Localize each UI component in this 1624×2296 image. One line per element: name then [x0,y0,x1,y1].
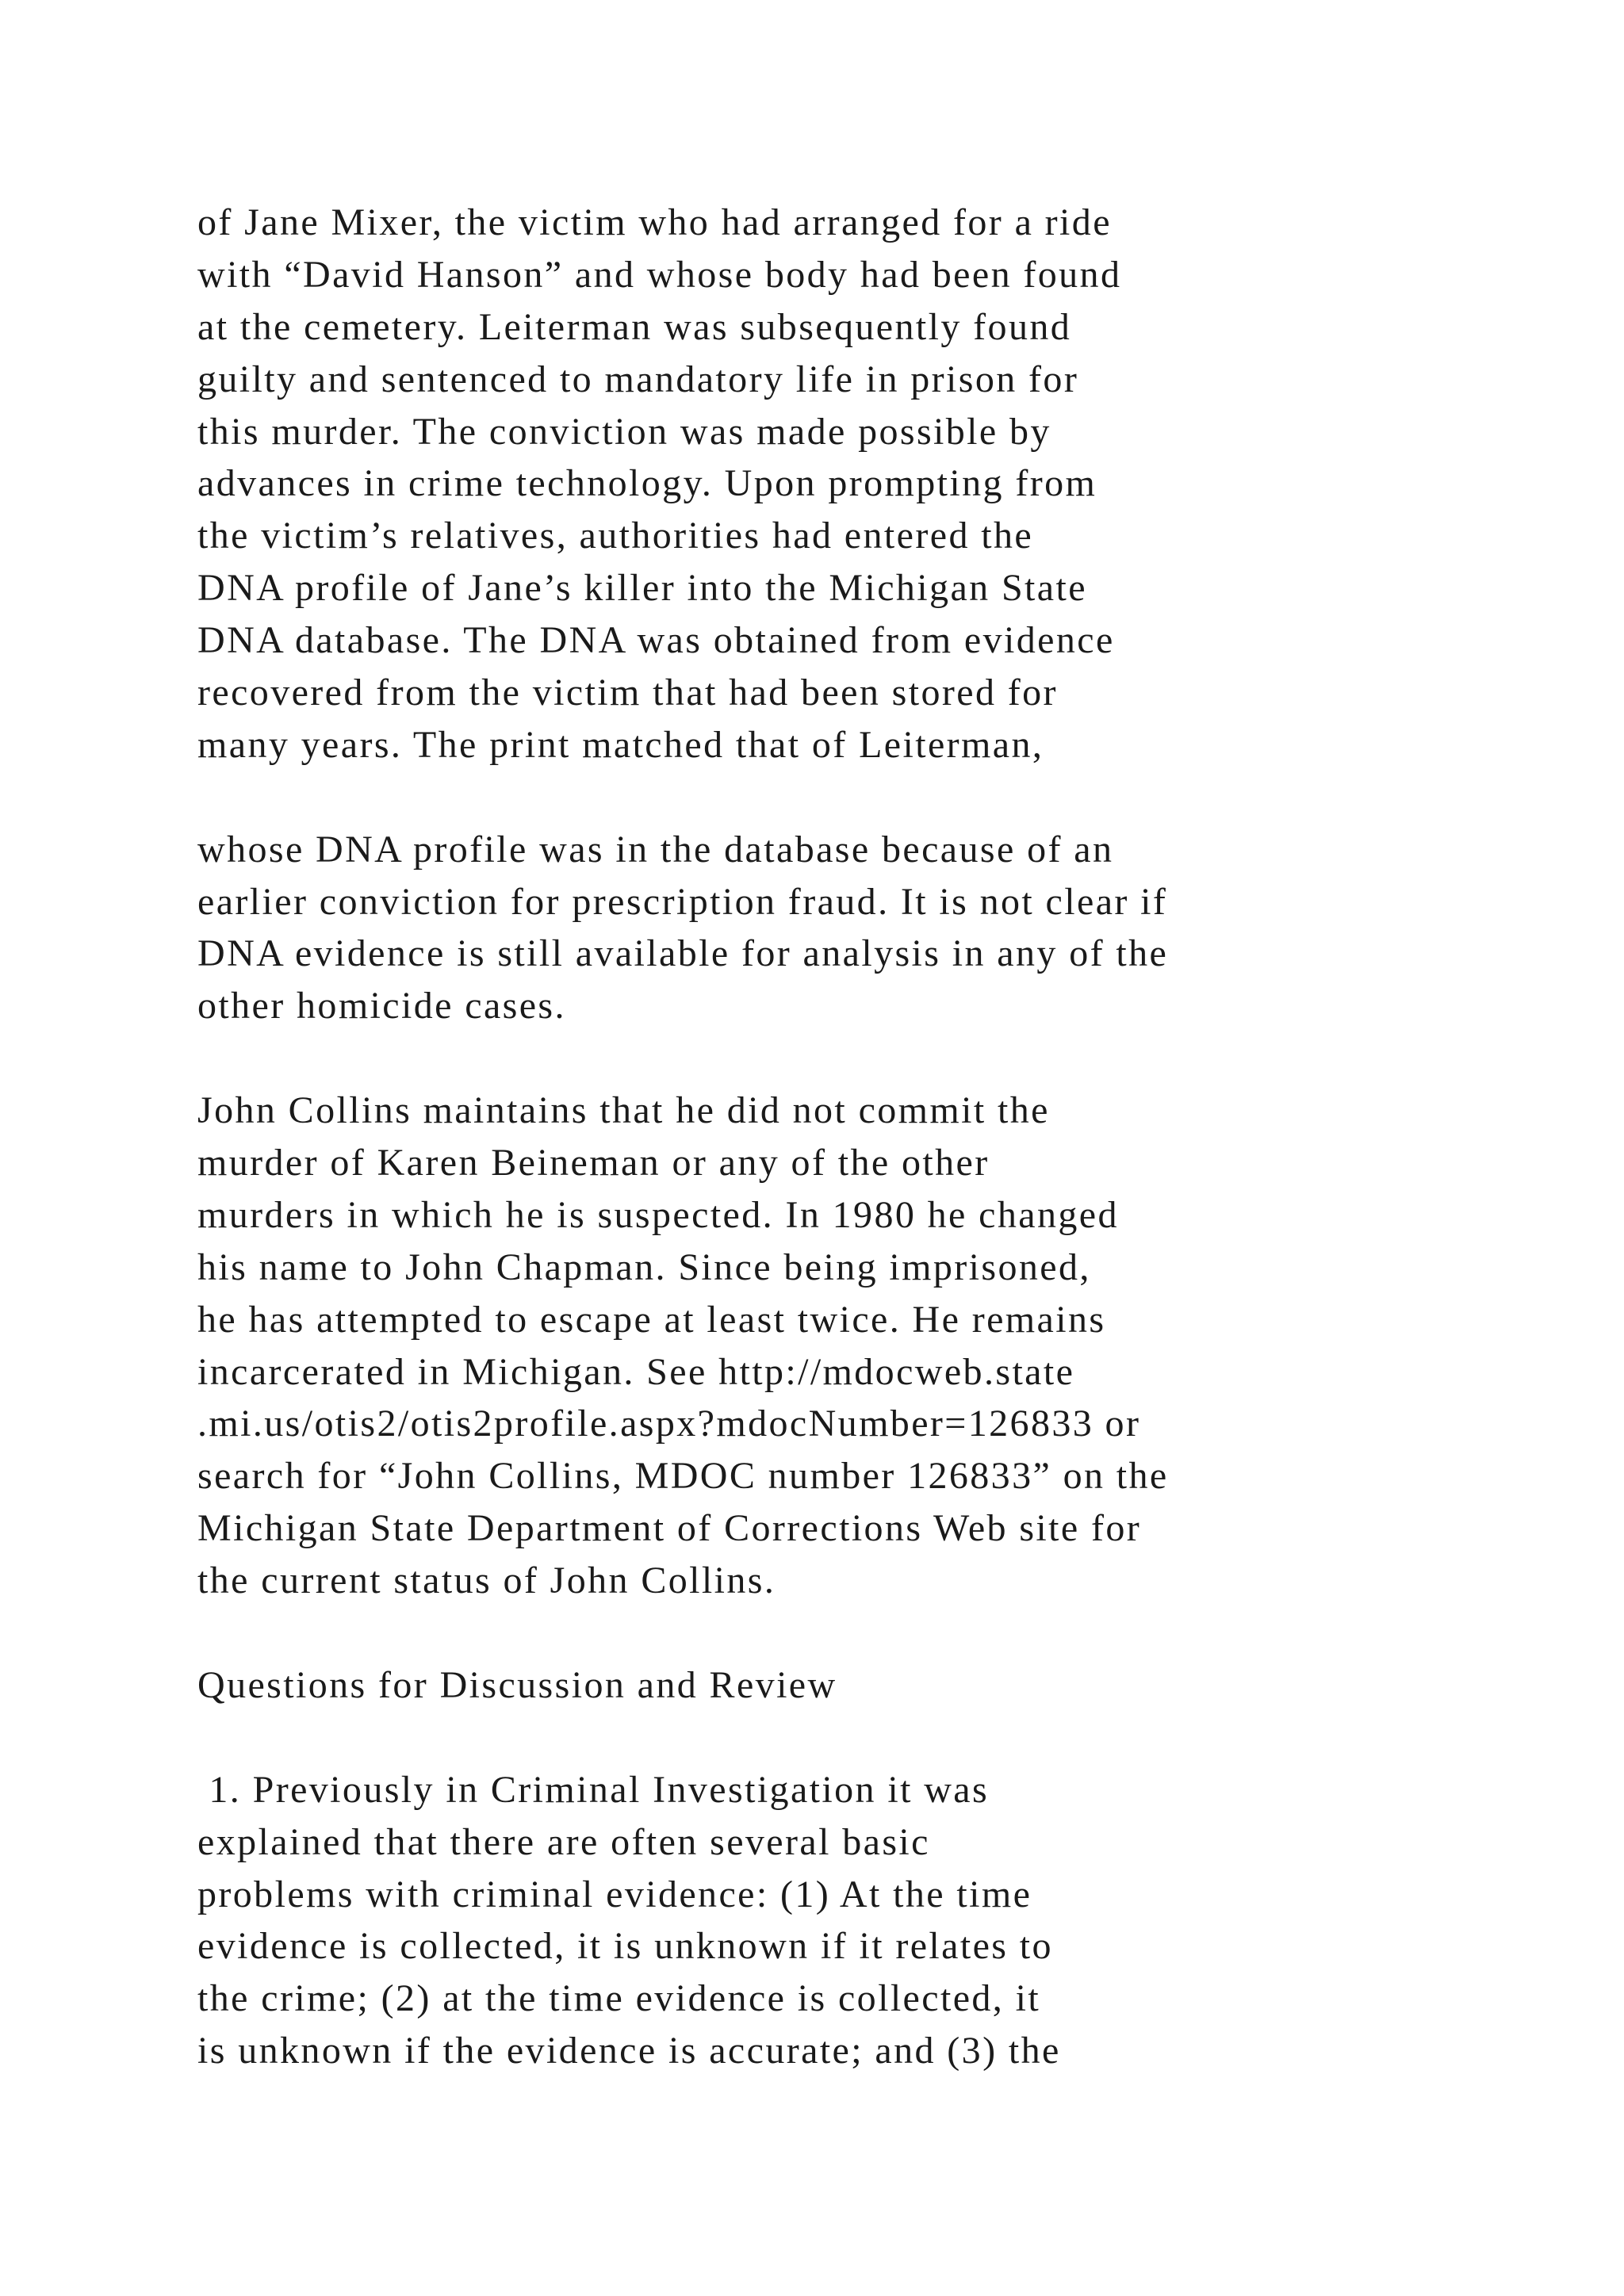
text-line: John Collins maintains that he did not commit the [197,1089,1050,1132]
section-heading-questions [197,1659,1593,1712]
text-line: with “David Hanson” and whose body had been found [197,253,1122,296]
paragraph-gap [197,771,1593,824]
document-body [197,197,1593,2077]
text-line: DNA profile of Jane’s killer into the Michigan State [197,567,1087,610]
paragraph-gap [197,1607,1593,1659]
paragraph-leiterman-conviction [197,197,1593,771]
text-line: the victim’s relatives, authorities had entered the [197,515,1034,557]
text-line: murder of Karen Beineman or any of the other [197,1142,990,1184]
text-line: 1. Previously in Criminal Investigation it was [197,1768,990,1811]
paragraph-dna-profile [197,824,1593,1033]
text-line: at the cemetery. Leiterman was subsequently found [197,305,1072,348]
text-line: he has attempted to escape at least twice. He remains [197,1298,1106,1341]
paragraph-gap [197,1032,1593,1085]
text-line: incarcerated in Michigan. See http://mdocweb.state [197,1350,1075,1393]
text-line: the crime; (2) at the time evidence is collected, it [197,1977,1041,2020]
text-line: .mi.us/otis2/otis2profile.aspx?mdocNumber=126833 or [197,1402,1141,1445]
text-line: Michigan State Department of Corrections Web site for [197,1507,1142,1550]
text-line: his name to John Chapman. Since being imprisoned, [197,1246,1091,1288]
text-line: problems with criminal evidence: (1) At the time [197,1873,1032,1915]
text-line: evidence is collected, it is unknown if it relates to [197,1925,1053,1968]
text-line: is unknown if the evidence is accurate; and (3) the [197,2030,1061,2072]
text-line: recovered from the victim that had been stored for [197,672,1058,714]
text-line: whose DNA profile was in the database because of an [197,828,1114,871]
text-line: earlier conviction for prescription fraud. It is not clear if [197,880,1168,923]
text-line: the current status of John Collins. [197,1559,776,1602]
text-line: advances in crime technology. Upon prompting from [197,462,1097,505]
paragraph-question-1 [197,1764,1593,2077]
paragraph-john-collins [197,1085,1593,1607]
text-line: this murder. The conviction was made possible by [197,410,1051,453]
text-line: search for “John Collins, MDOC number 126833” on the [197,1455,1169,1498]
section-heading: Questions for Discussion and Review [197,1663,837,1706]
text-line: explained that there are often several basic [197,1820,930,1863]
text-line: other homicide cases. [197,985,566,1027]
text-line: many years. The print matched that of Leiterman, [197,723,1044,766]
text-line: DNA database. The DNA was obtained from evidence [197,619,1115,662]
text-line: of Jane Mixer, the victim who had arranged for a ride [197,201,1112,243]
text-line: murders in which he is suspected. In 1980 he changed [197,1193,1119,1236]
paragraph-gap [197,1712,1593,1764]
text-line: DNA evidence is still available for analysis in any of the [197,932,1169,975]
text-line: guilty and sentenced to mandatory life in prison for [197,358,1079,400]
